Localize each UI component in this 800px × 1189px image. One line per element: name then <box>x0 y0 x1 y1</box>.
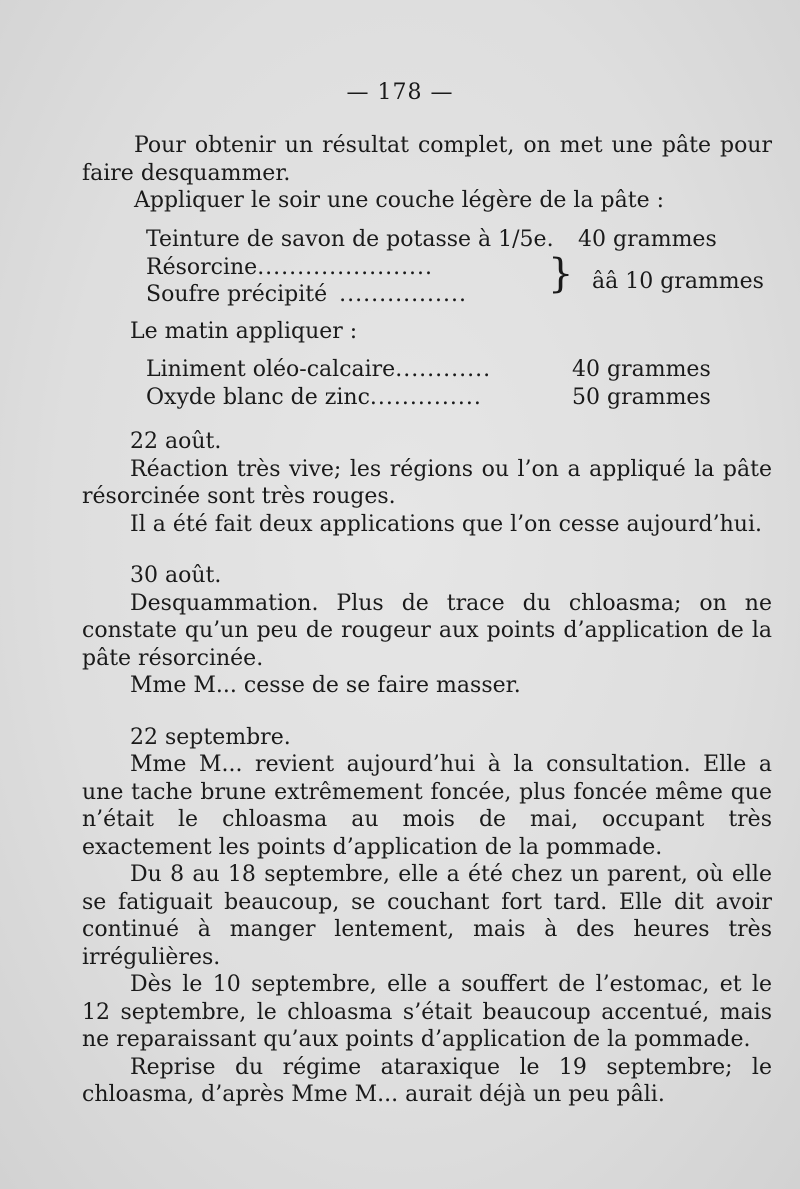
entry <box>82 562 772 700</box>
evening-recipe <box>146 226 766 308</box>
ingredient-quantity: 40 grammes <box>572 357 711 382</box>
recipe-line <box>146 226 766 254</box>
recipe-line <box>146 384 766 412</box>
journal-entries <box>82 428 772 1109</box>
shared-quantity: ââ 10 grammes <box>592 269 764 294</box>
leader-dots: .............. <box>369 385 482 410</box>
intro-block <box>82 132 772 215</box>
entry-paragraph: Desquammation. Plus de trace du chloasma; on ne constate qu’un peu de rougeur aux points d’application de la pâte résorcinée. <box>82 590 772 671</box>
ingredient-name: Oxyde blanc de zinc <box>146 385 370 410</box>
morning-label-block <box>82 318 772 346</box>
ingredient-name: Teinture de savon de potasse à 1/5e. <box>146 227 554 252</box>
ingredient-quantity: 40 grammes <box>578 227 717 252</box>
intro-paragraph-2: Appliquer le soir une couche légère de la pâte : <box>134 188 665 213</box>
entry-date: 22 août. <box>130 429 222 454</box>
entry-date: 30 août. <box>130 563 222 588</box>
entry-paragraph: Il a été fait deux applications que l’on cesse aujourd’hui. <box>130 511 762 537</box>
leader-dots: ...................... <box>257 255 434 280</box>
grouping-brace: } <box>548 251 574 297</box>
entry-paragraph: Dès le 10 septembre, elle a souffert de l’estomac, et le 12 septembre, le chloasma s’était beaucoup accentué, mais ne reparaissant qu’aux points d’application de la pommade. <box>82 972 772 1052</box>
leader-dots: ............ <box>395 357 492 382</box>
intro-paragraph-1: Pour obtenir un résultat complet, on met une pâte pour faire desquammer. <box>82 133 772 186</box>
page-number: — 178 — <box>346 80 454 105</box>
ingredient-quantity: 50 grammes <box>572 385 711 410</box>
entry-paragraph: Réaction très vive; les régions ou l’on a appliqué la pâte résorcinée sont très rouges. <box>82 456 772 509</box>
recipe-line <box>146 356 766 384</box>
entry-paragraph: Mme M... cesse de se faire masser. <box>130 673 521 698</box>
leader-dots: ................ <box>339 282 468 307</box>
entry-date: 22 septembre. <box>130 724 291 750</box>
ingredient-name: Liniment oléo-calcaire <box>146 357 396 382</box>
entry <box>82 724 772 1109</box>
ingredient-name: Résorcine <box>146 255 258 280</box>
morning-label: Le matin appliquer : <box>130 319 358 344</box>
entry-paragraph: Du 8 au 18 septembre, elle a été chez un parent, où elle se fatiguait beaucoup, se couchant fort tard. Elle dit avoir continué à manger lentement, mais à des heures très irrégulières. <box>82 862 772 970</box>
morning-recipe <box>146 356 766 412</box>
entry <box>82 428 772 538</box>
ingredient-name: Soufre précipité <box>146 282 328 307</box>
entry-paragraph: Mme M... revient aujourd’hui à la consultation. Elle a une tache brune extrêmement foncée, plus foncée même que n’était le chloasma au mois de mai, occupant très exactement les points d’application de la pommade. <box>82 752 772 860</box>
entry-paragraph: Reprise du régime ataraxique le 19 septembre; le chloasma, d’après Mme M... aurait déjà un peu pâli. <box>82 1054 772 1107</box>
